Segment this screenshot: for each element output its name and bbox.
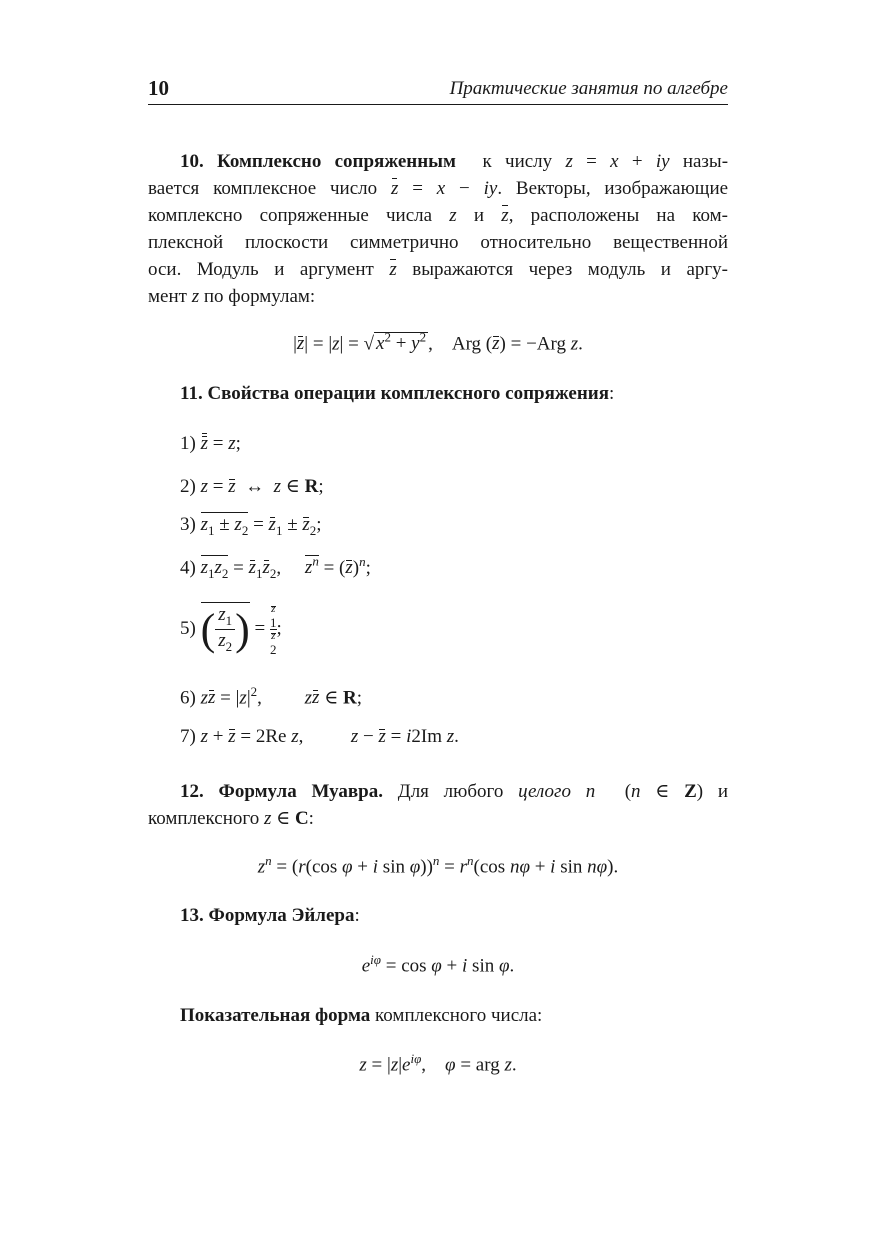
exp-form-title: Показательная форма [180, 1005, 371, 1026]
section-11-title: 11. Свойства операции комплексного сопряжения [180, 383, 610, 404]
text: и [473, 205, 485, 226]
text: : [609, 383, 615, 404]
text: вается комплексное число [148, 178, 378, 199]
property-4: 4) $z_1z_2 = z_1z_2$, $z^n = (z)^n$; [180, 554, 371, 582]
page-header [148, 76, 728, 105]
property-2: 2) z = z ↔ z ∈ R; [180, 476, 324, 497]
formula-euler: $e^{i\varphi} = \cos \varphi + i$ sin φ. [361, 952, 515, 977]
property-1: 1) z = z; [180, 433, 241, 454]
formula-exponential: $z = |z|e^{i\varphi}$, φ = arg z. [359, 1051, 517, 1076]
section-11-heading [148, 380, 728, 407]
formula-modulus: |z| = |z| = √ $x^2 + y^2$ , Arg (z) = −Arg z. [293, 330, 583, 355]
text: комплексно сопряженные числа [148, 205, 433, 226]
section-13-heading [148, 902, 728, 929]
text: комплексного [148, 808, 260, 829]
section-12-paragraph: 12. Формула Муавра. Для любого целого n (n ∈ Z) и комплексного z ∈ C: [148, 781, 729, 829]
section-10-paragraph: 10. Комплексно сопряженным к числу z = x + iy назы- вается комплексное число z = x − iy. Векторы, изображающие комплексно сопряженные числа z и z, расположены на ком- плексной плоскости симметрично относительно вещественной оси. Модуль и аргумент z выражаются через модуль и аргу- мент z по формулам: [148, 151, 729, 307]
text: мент [148, 286, 187, 307]
section-10-title: 10. Комплексно сопряженным [180, 151, 456, 172]
property-6: 6) zz = $|z|^2$, zz ∈ R; [180, 684, 363, 709]
property-7: 7) z + z = 2Re z, z − z = i2Im z. [180, 726, 459, 747]
text: комплексного числа: [375, 1005, 543, 1026]
text: и [717, 781, 729, 802]
text: . Векторы, изображающие [497, 178, 729, 199]
text: плексной плоскости симметрично относительно вещественной [148, 232, 728, 253]
page-number: 10 [148, 76, 169, 100]
formula-moivre: $z^n = (r(\cos$ φ + i $\sin \varphi))^n = r^n(\cos$ nφ + i sin nφ). [257, 853, 619, 878]
exponential-form-heading [148, 1002, 728, 1029]
text: , расположены на ком- [508, 205, 728, 226]
text: назы- [682, 151, 729, 172]
property-5: 5) ( $\frac{z_1}{z_2}$ ) = z $_1$ z $_2$ ; [180, 602, 282, 658]
text: : [354, 905, 360, 926]
text: оси. Модуль и аргумент [148, 259, 374, 280]
running-title: Практические занятия по алгебре [449, 78, 728, 99]
section-12-title: 12. Формула Муавра. [180, 781, 383, 802]
text: выражаются через модуль и аргу- [412, 259, 729, 280]
section-13-title: 13. Формула Эйлера [180, 905, 355, 926]
text: целого [518, 781, 571, 802]
property-3: 3) $z_1 \pm z_2 = z_1 \pm z_2$; [180, 514, 322, 538]
text: к числу [482, 151, 553, 172]
text: по формулам: [203, 286, 316, 307]
text: Для любого [397, 781, 504, 802]
